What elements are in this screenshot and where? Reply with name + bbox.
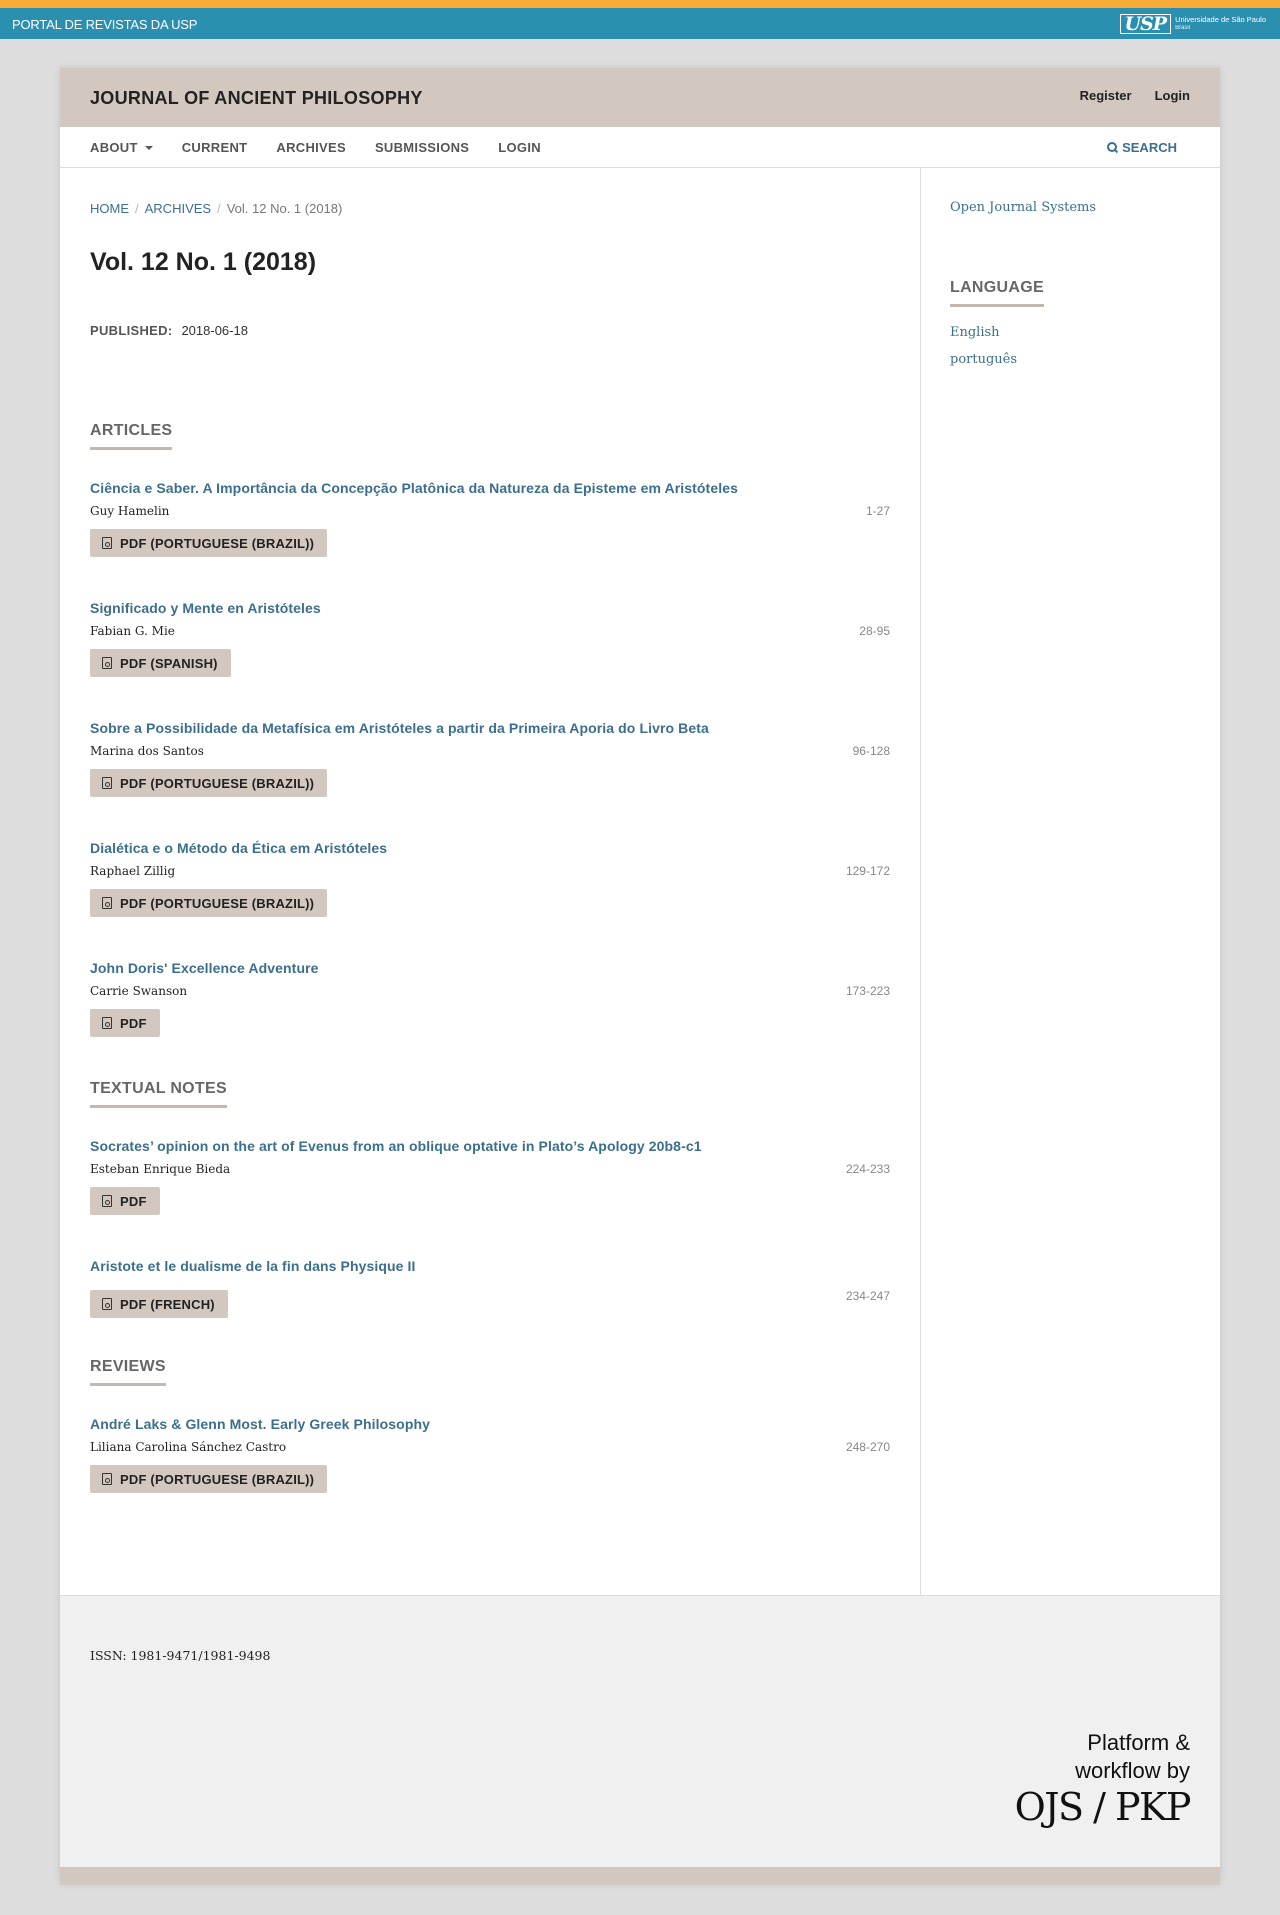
article-item xyxy=(90,479,890,557)
article-author: Fabian G. Mie xyxy=(90,624,175,638)
site-header xyxy=(60,68,1220,127)
section-heading-reviews: REVIEWS xyxy=(90,1358,166,1386)
article-item xyxy=(90,839,890,917)
language-list xyxy=(950,325,1017,379)
search-link[interactable] xyxy=(1107,140,1177,155)
usp-logo-line2: Brasil xyxy=(1175,25,1191,31)
article-author: Carrie Swanson xyxy=(90,984,188,998)
article-title-link[interactable]: Sobre a Possibilidade da Metafísica em Aristóteles a partir da Primeira Aporia do Livro Beta xyxy=(90,720,709,736)
article-pages: 28-95 xyxy=(859,624,890,638)
pdf-file-icon xyxy=(102,1298,112,1310)
article-author: Raphael Zillig xyxy=(90,864,176,878)
galley-label: PDF (PORTUGUESE (BRAZIL)) xyxy=(120,775,315,791)
pdf-file-icon xyxy=(102,777,112,789)
article-pages: 224-233 xyxy=(845,1162,890,1176)
galley-label: PDF xyxy=(120,1015,147,1031)
pdf-galley-button[interactable] xyxy=(90,529,327,557)
article-title-link[interactable]: Socrates’ opinion on the art of Evenus from an oblique optative in Plato’s Apology 20b8-c1 xyxy=(90,1138,702,1154)
breadcrumb-home[interactable]: HOME xyxy=(90,201,129,216)
published-label: PUBLISHED: xyxy=(90,323,173,338)
article-item xyxy=(90,959,890,1037)
usp-logo-mark: USP xyxy=(1120,14,1172,34)
ojs-pkp-logo: OJS / PKP xyxy=(1014,1785,1190,1829)
article-author: Liliana Carolina Sánchez Castro xyxy=(90,1440,287,1454)
pkp-brand-link[interactable] xyxy=(1015,1729,1190,1829)
article-item xyxy=(90,1137,890,1215)
article-item xyxy=(90,1257,890,1318)
pdf-galley-button[interactable] xyxy=(90,1465,327,1493)
primary-nav xyxy=(60,127,1220,168)
pdf-file-icon xyxy=(102,897,112,909)
pdf-galley-button[interactable] xyxy=(90,1009,160,1037)
nav-item-submissions[interactable]: SUBMISSIONS xyxy=(374,140,470,155)
article-item xyxy=(90,599,890,677)
article-author: Esteban Enrique Bieda xyxy=(90,1162,231,1176)
nav-item-current[interactable]: CURRENT xyxy=(181,140,248,155)
page-frame xyxy=(60,68,1220,1884)
login-link[interactable]: Login xyxy=(1154,88,1190,103)
open-journal-systems-link[interactable]: Open Journal Systems xyxy=(950,200,1097,215)
pdf-file-icon xyxy=(102,1195,112,1207)
pdf-file-icon xyxy=(102,657,112,669)
section-heading-textual-notes: TEXTUAL NOTES xyxy=(90,1080,227,1108)
galley-label: PDF (FRENCH) xyxy=(120,1296,215,1312)
article-pages: 129-172 xyxy=(845,864,890,878)
nav-item-about-label: ABOUT xyxy=(90,140,138,155)
issn-text: ISSN: 1981-9471/1981-9498 xyxy=(90,1648,271,1663)
caret-down-icon xyxy=(145,146,153,150)
article-title-link[interactable]: André Laks & Glenn Most. Early Greek Philosophy xyxy=(90,1416,431,1432)
article-pages: 96-128 xyxy=(852,744,890,758)
article-title-link[interactable]: Significado y Mente en Aristóteles xyxy=(90,600,321,616)
pdf-galley-button[interactable] xyxy=(90,649,231,677)
article-title-link[interactable]: John Doris' Excellence Adventure xyxy=(90,960,319,976)
content-area xyxy=(60,168,1220,1595)
sidebar-divider xyxy=(920,168,921,1595)
galley-label: PDF xyxy=(120,1193,147,1209)
register-link[interactable]: Register xyxy=(1079,88,1132,103)
language-english-link[interactable]: English xyxy=(950,325,1000,340)
breadcrumb xyxy=(90,201,342,216)
article-author: Guy Hamelin xyxy=(90,504,170,518)
site-name-link[interactable]: JOURNAL OF ANCIENT PHILOSOPHY xyxy=(90,88,423,108)
pdf-galley-button[interactable] xyxy=(90,889,327,917)
usp-logo[interactable] xyxy=(1120,13,1266,35)
pdf-file-icon xyxy=(102,1473,112,1485)
galley-label: PDF (PORTUGUESE (BRAZIL)) xyxy=(120,1471,315,1487)
portal-title[interactable]: PORTAL DE REVISTAS DA USP xyxy=(12,17,198,32)
footer-bottom-bar xyxy=(60,1867,1220,1885)
article-author: Marina dos Santos xyxy=(90,744,204,758)
usp-logo-line1: Universidade de São Paulo xyxy=(1175,15,1266,24)
brand-line2: workflow by xyxy=(1075,1758,1190,1783)
page-title: Vol. 12 No. 1 (2018) xyxy=(90,248,317,276)
search-label: SEARCH xyxy=(1122,140,1177,155)
breadcrumb-archives[interactable]: ARCHIVES xyxy=(144,201,212,216)
language-portugues-link[interactable]: português xyxy=(950,352,1018,367)
article-item xyxy=(90,1415,890,1493)
pdf-file-icon xyxy=(102,537,112,549)
nav-item-login[interactable]: LOGIN xyxy=(498,140,541,155)
article-title-link[interactable]: Ciência e Saber. A Importância da Concepção Platônica da Natureza da Episteme em Aristóteles xyxy=(90,480,738,496)
user-nav xyxy=(1080,88,1190,103)
breadcrumb-separator: / xyxy=(217,201,221,216)
pdf-file-icon xyxy=(102,1017,112,1029)
pdf-galley-button[interactable] xyxy=(90,1187,160,1215)
section-heading-articles: ARTICLES xyxy=(90,422,172,450)
pdf-galley-button[interactable] xyxy=(90,769,327,797)
article-pages: 1-27 xyxy=(865,504,890,518)
breadcrumb-current: Vol. 12 No. 1 (2018) xyxy=(226,201,343,216)
article-pages: 248-270 xyxy=(845,1440,890,1454)
published-date: 2018-06-18 xyxy=(181,323,248,338)
search-icon xyxy=(1107,142,1118,153)
site-footer xyxy=(60,1595,1220,1867)
nav-item-archives[interactable]: ARCHIVES xyxy=(276,140,346,155)
galley-label: PDF (SPANISH) xyxy=(120,655,218,671)
breadcrumb-separator: / xyxy=(135,201,139,216)
pdf-galley-button[interactable] xyxy=(90,1290,228,1318)
article-pages: 173-223 xyxy=(845,984,890,998)
published-info xyxy=(90,323,248,338)
brand-line1: Platform & xyxy=(1087,1730,1190,1755)
article-title-link[interactable]: Aristote et le dualisme de la fin dans Physique II xyxy=(90,1258,416,1274)
article-title-link[interactable]: Dialética e o Método da Ética em Aristóteles xyxy=(90,840,388,856)
article-item xyxy=(90,719,890,797)
language-heading: LANGUAGE xyxy=(950,279,1044,307)
usp-logo-text xyxy=(1175,15,1266,33)
galley-label: PDF (PORTUGUESE (BRAZIL)) xyxy=(120,895,315,911)
portal-bar xyxy=(0,0,1280,39)
article-pages: 234-247 xyxy=(845,1289,890,1303)
nav-item-about[interactable] xyxy=(90,140,153,155)
galley-label: PDF (PORTUGUESE (BRAZIL)) xyxy=(120,535,315,551)
